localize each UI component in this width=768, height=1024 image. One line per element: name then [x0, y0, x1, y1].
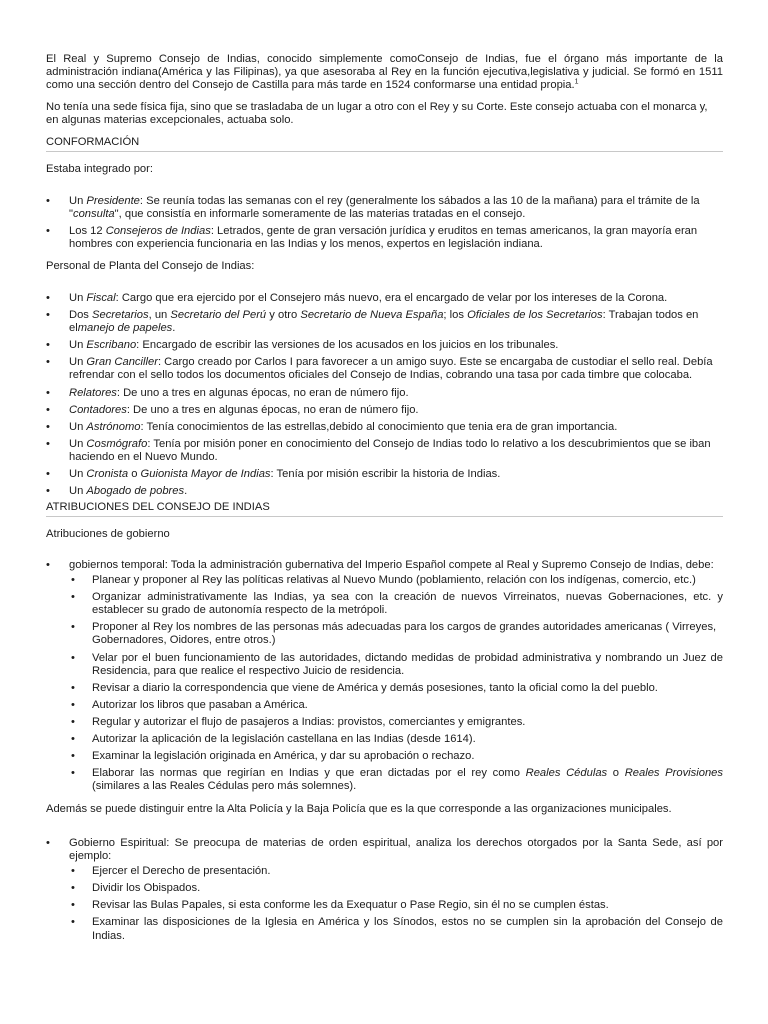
intro-paragraph-1-text: El Real y Supremo Consejo de Indias, conocido simplemente comoConsejo de Indias, fue el órgano más importante de la administración indiana(América y las Filipinas), ya que asesoraba al Rey en la función ejecutiva,legislativa y judicial. Se formó en 1511 como una sección dentro del Consejo de Castilla para más tarde en 1524 conformarse una entidad propia.	[46, 53, 723, 92]
staff-heading: Personal de Planta del Consejo de Indias:	[46, 260, 255, 272]
bullet-icon: •	[46, 485, 50, 498]
list-item: • Organizar administrativamente las Indias, ya sea con la creación de nuevos Virreinatos, nuevas Gobernaciones, etc. y establecer su grado de autonomía respecto de la metrópoli.	[71, 591, 723, 617]
bullet-icon: •	[71, 916, 75, 929]
bullet-icon: •	[46, 356, 50, 369]
bullet-icon: •	[46, 559, 50, 571]
list-item: • Relatores: De uno a tres en algunas épocas, no eran de número fijo.	[46, 386, 409, 399]
list-item: • Un Fiscal: Cargo que era ejercido por el Consejero más nuevo, era el encargado de velar por los intereses de la Corona.	[46, 292, 668, 304]
bullet-icon: •	[46, 292, 50, 304]
bullet-icon: •	[71, 651, 75, 664]
gobierno-temporal-list	[46, 559, 723, 797]
list-item: • Examinar las disposiciones de la Iglesia en América y los Sínodos, estos no se cumplen sin la aprobación del Consejo de Indias.	[71, 916, 723, 942]
bullet-icon: •	[46, 339, 50, 352]
intro-paragraph-2: No tenía una sede física fija, sino que se trasladaba de un lugar a otro con el Rey y su Corte. Este consejo actuaba con el monarca y, en algunas materias excepcionales, actuaba solo.	[46, 101, 708, 127]
list-item: • Dos Secretarios, un Secretario del Perú y otro Secretario de Nueva España; los Oficiales de los Secretarios: Trabajan todos en elmanejo de papeles.	[46, 309, 699, 335]
bullet-icon: •	[46, 437, 50, 450]
bullet-icon: •	[46, 837, 50, 849]
bullet-icon: •	[46, 386, 50, 399]
list-item: • gobiernos temporal: Toda la administración gubernativa del Imperio Español compete al Real y Supremo Consejo de Indias, debe: • Planear y proponer al Rey las políticas relativas al Nuevo Mundo (poblamiento, relación con los indígenas, comercio, etc.) • Organizar administrativamente las Indias, ya sea con la creación de nuevos Virreinatos, nuevas Gobernaciones, etc. y establecer su grado de autonomía respecto de la metrópoli. • Proponer al Rey los nombres de las personas más adecuadas para los cargos de grandes autoridades americanas ( Virreyes, Gobernadores, Oidores, entre otros.) • Velar por el buen funcionamiento de las autoridades, dictando medidas de probidad administrativa y nombrando un Juez de Residencia, para que realice el respectivo Juicio de residencia. • Revisar a diario la correspondencia que viene de América y demás posesiones, tanto la oficial como la del pueblo. • Autorizar los libros que pasaban a América. • Regular y autorizar el flujo de pasajeros a Indias: provistos, comerciantes y emigrantes. • Autorizar la aplicación de la legislación castellana en las Indias (desde 1614). • Examinar la legislación originada en América, y dar su aprobación o rechazo. • Elaborar las normas que regirían en Indias y que eran dictadas por el rey como Reales Cédulas o Reales Provisiones (similares a las Reales Cédulas pero más solemnes).	[46, 559, 723, 793]
members-list	[46, 195, 723, 255]
bullet-icon: •	[71, 899, 75, 912]
list-item: • Revisar a diario la correspondencia que viene de América y demás posesiones, tanto la oficial como la del pueblo.	[71, 681, 658, 694]
bullet-icon: •	[71, 698, 75, 711]
conformacion-intro: Estaba integrado por:	[46, 163, 153, 175]
bullet-icon: •	[46, 420, 50, 433]
bullet-icon: •	[46, 225, 50, 238]
list-item: • Ejercer el Derecho de presentación.	[71, 865, 271, 878]
bullet-icon: •	[71, 621, 75, 634]
list-item: • Un Escribano: Encargado de escribir las versiones de los acusados en los juicios en los tribunales.	[46, 339, 559, 352]
gobierno-espiritual-list	[46, 837, 723, 947]
list-item: • Un Cronista o Guionista Mayor de Indias: Tenía por misión escribir la historia de Indias.	[46, 468, 501, 481]
bullet-icon: •	[71, 767, 75, 780]
temporal-sublist	[69, 574, 723, 793]
list-item: • Un Presidente: Se reunía todas las semanas con el rey (generalmente los sábados a las 10 de la mañana) para el trámite de la "consulta", que consistía en informarle someramente de las materias tratadas en el consejo.	[46, 195, 700, 221]
list-item: • Planear y proponer al Rey las políticas relativas al Nuevo Mundo (poblamiento, relación con los indígenas, comercio, etc.)	[71, 574, 696, 587]
list-item: • Regular y autorizar el flujo de pasajeros a Indias: provistos, comerciantes y emigrantes.	[71, 715, 526, 728]
list-item: • Un Astrónomo: Tenía conocimientos de las estrellas,debido al conocimiento que tenia era de gran importancia.	[46, 420, 618, 433]
list-item: • Los 12 Consejeros de Indias: Letrados, gente de gran versación jurídica y eruditos en temas americanos, la gran mayoría eran hombres con experiencia funcionaria en las Indias y los menos, expertos en legislación indiana.	[46, 225, 698, 251]
section-heading-atribuciones: ATRIBUCIONES DEL CONSEJO DE INDIAS	[46, 501, 723, 517]
list-item: • Revisar las Bulas Papales, si esta conforme les da Exequatur o Pase Regio, sin él no se cumplen éstas.	[71, 899, 609, 912]
list-item: • Un Cosmógrafo: Tenía por misión poner en conocimiento del Consejo de Indias todo lo relativo a los descubrimientos que se iban haciendo en el Nuevo Mundo.	[46, 437, 711, 463]
list-item: • Velar por el buen funcionamiento de las autoridades, dictando medidas de probidad administrativa y nombrando un Juez de Residencia, para que realice el respectivo Juicio de residencia.	[71, 651, 723, 677]
bullet-icon: •	[71, 882, 75, 895]
list-item: • Contadores: De uno a tres en algunas épocas, no eran de número fijo.	[46, 403, 419, 416]
bullet-icon: •	[71, 715, 75, 728]
list-item: • Un Gran Canciller: Cargo creado por Carlos I para favorecer a un amigo suyo. Este se encargaba de custodiar el sello real. Debía refrendar con el sello todos los documentos oficiales del Consejo de Indias, cobrando una tasa por cada timbre que colocaba.	[46, 356, 713, 382]
bullet-icon: •	[71, 733, 75, 746]
footnote-ref: 1	[574, 78, 579, 86]
intro-paragraph-1	[46, 53, 723, 92]
list-item: • Proponer al Rey los nombres de las personas más adecuadas para los cargos de grandes autoridades americanas ( Virreyes, Gobernadores, Oidores, entre otros.)	[71, 621, 717, 647]
list-item: • Un Abogado de pobres.	[46, 485, 188, 498]
bullet-icon: •	[71, 750, 75, 763]
list-item: • Dividir los Obispados.	[71, 882, 201, 895]
list-item: • Autorizar los libros que pasaban a América.	[71, 698, 308, 711]
list-item: • Examinar la legislación originada en América, y dar su aprobación o rechazo.	[71, 750, 475, 763]
staff-list	[46, 292, 723, 502]
bullet-icon: •	[71, 591, 75, 604]
bullet-icon: •	[46, 309, 50, 322]
section-heading-conformacion: CONFORMACIÓN	[46, 136, 723, 152]
policia-paragraph: Además se puede distinguir entre la Alta Policía y la Baja Policía que es la que corresponde a las organizaciones municipales.	[46, 803, 672, 815]
list-item: • Autorizar la aplicación de la legislación castellana en las Indias (desde 1614).	[71, 733, 476, 746]
bullet-icon: •	[71, 681, 75, 694]
espiritual-sublist	[69, 865, 723, 942]
bullet-icon: •	[71, 865, 75, 878]
bullet-icon: •	[46, 403, 50, 416]
bullet-icon: •	[46, 195, 50, 207]
bullet-icon: •	[71, 574, 75, 587]
list-item: • Elaborar las normas que regirían en Indias y que eran dictadas por el rey como Reales Cédulas o Reales Provisiones (similares a las Reales Cédulas pero más solemnes).	[71, 767, 723, 793]
atribuciones-subheading: Atribuciones de gobierno	[46, 528, 170, 540]
bullet-icon: •	[46, 468, 50, 481]
list-item: • Gobierno Espiritual: Se preocupa de materias de orden espiritual, analiza los derechos otorgados por la Santa Sede, así por ejemplo: • Ejercer el Derecho de presentación. • Dividir los Obispados. • Revisar las Bulas Papales, si esta conforme les da Exequatur o Pase Regio, sin él no se cumplen éstas. • Examinar las disposiciones de la Iglesia en América y los Sínodos, estos no se cumplen sin la aprobación del Consejo de Indias.	[46, 837, 723, 942]
